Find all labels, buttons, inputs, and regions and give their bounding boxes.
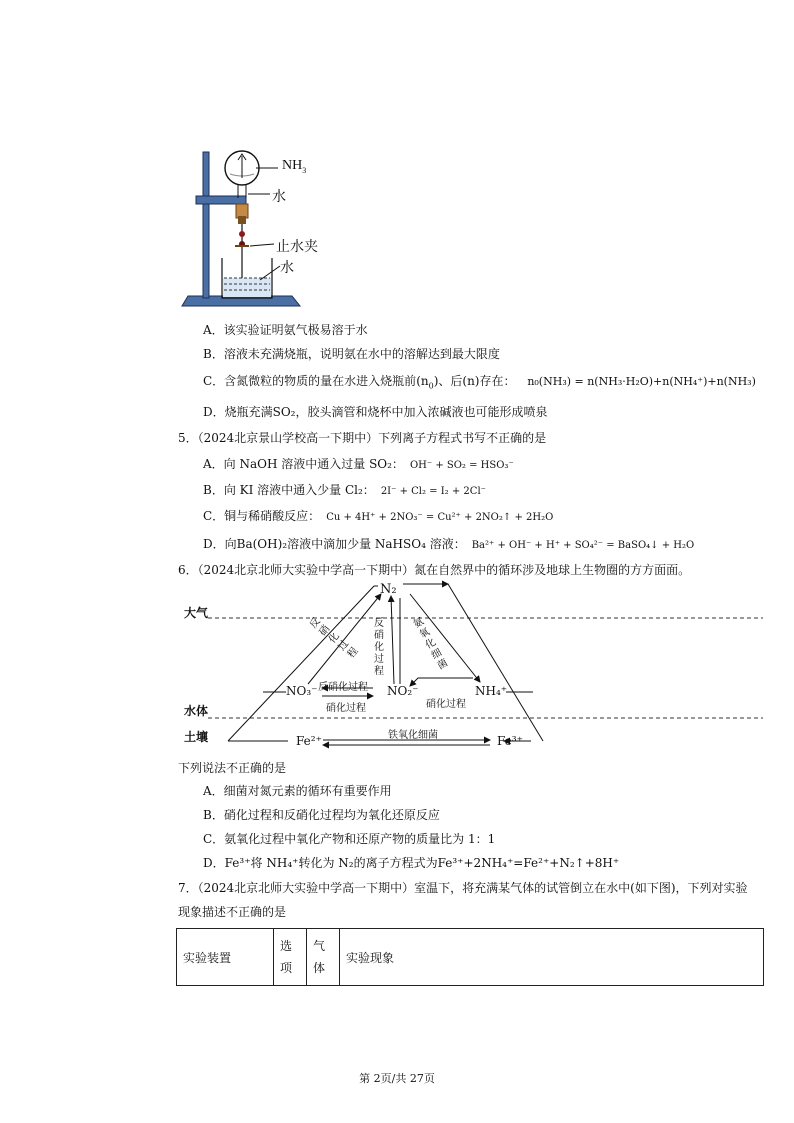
nitrification-label-left: 硝化过程	[326, 703, 366, 714]
page-footer: 第 2页/共 27页	[359, 1072, 435, 1085]
clip-label: 止水夹	[276, 239, 318, 255]
water-body-label: 水体	[184, 704, 209, 718]
table-header-phenomenon: 实验现象	[340, 929, 764, 986]
q7-table	[176, 928, 764, 986]
nitrogen-cycle-diagram	[178, 578, 768, 753]
q6-option-d: D．Fe³⁺将 NH₄⁺转化为 N₂的离子方程式为Fe³⁺+2NH₄⁺=Fe²⁺+N₂↑+8H⁺	[203, 856, 620, 870]
q7-stem-line1: 7．（2024北京北师大实验中学高一下期中）室温下，将充满某气体的试管倒立在水中(如下图)，下列对实验	[178, 881, 748, 895]
table-header-apparatus: 实验装置	[177, 929, 274, 986]
q4-option-d: D．烧瓶充满SO₂，胶头滴管和烧杯中加入浓碱液也可能形成喷泉	[203, 405, 548, 419]
denitrification-label-vertical: 反硝化过程	[374, 618, 384, 677]
denitrification-label-horizontal: 反硝化过程	[318, 682, 368, 693]
fountain-apparatus-figure	[180, 148, 330, 313]
q5-option-b: B．向 KI 溶液中通入少量 Cl₂： 2I⁻ + Cl₂ = I₂ + 2Cl⁻	[203, 483, 486, 497]
denitrification-label-diag: 反硝化过程	[308, 616, 361, 661]
ammonia-oxidizing-bacteria-label: 氨氧化细菌	[411, 616, 450, 673]
table-header-gas: 气体	[307, 929, 340, 986]
q5-option-c: C．铜与稀硝酸反应： Cu + 4H⁺ + 2NO₃⁻ = Cu²⁺ + 2NO₂↑ + 2H₂O	[203, 509, 554, 523]
table-header-option: 选项	[274, 929, 307, 986]
table-row	[177, 929, 764, 986]
n2-label: N₂	[380, 582, 397, 597]
atmosphere-label: 大气	[184, 606, 209, 620]
q6-stem: 6．（2024北京北师大实验中学高一下期中）氮在自然界中的循环涉及地球上生物圈的方方面面。	[178, 563, 691, 577]
q4-option-c: C．含氮微粒的物质的量在水进入烧瓶前$(n_0)$、后(n)存在： n₀(NH₃) = n(NH₃·H₂O)+n(NH₄⁺)+n(NH₃)	[203, 374, 756, 391]
q4-option-a: A．该实验证明氨气极易溶于水	[203, 323, 368, 337]
no2-label: NO₂⁻	[387, 684, 419, 698]
q6-option-a: A．细菌对氮元素的循环有重要作用	[203, 784, 392, 798]
q6-option-b: B．硝化过程和反硝化过程均为氧化还原反应	[203, 808, 440, 822]
q6-lead: 下列说法不正确的是	[178, 761, 287, 775]
q5-option-a: A．向 NaOH 溶液中通入过量 SO₂： OH⁻ + SO₂ = HSO₃⁻	[203, 457, 514, 471]
q4-option-c-formula: n₀(NH₃) = n(NH₃·H₂O)+n(NH₄⁺)+n(NH₃)	[527, 375, 756, 388]
nh3-label: $NH_3$	[282, 158, 307, 175]
fe3-label: Fe³⁺	[497, 734, 523, 748]
no3-label: NO₃⁻	[286, 684, 318, 698]
q5-stem: 5．（2024北京景山学校高一下期中）下列离子方程式书写不正确的是	[178, 431, 547, 445]
q5-option-d: D．向Ba(OH)₂溶液中滴加少量 NaHSO₄ 溶液： Ba²⁺ + OH⁻ + H⁺ + SO₄²⁻ = BaSO₄↓ + H₂O	[203, 537, 695, 551]
nh4-label: NH₄⁺	[475, 684, 508, 698]
fe2-label: Fe²⁺	[296, 734, 322, 748]
soil-label: 土壤	[184, 730, 209, 744]
q6-option-c: C．氨氧化过程中氧化产物和还原产物的质量比为 1：1	[203, 832, 496, 846]
q4-option-b: B．溶液未充满烧瓶，说明氨在水中的溶解达到最大限度	[203, 347, 500, 361]
iron-oxidizing-bacteria-label: 铁氧化细菌	[388, 730, 438, 741]
water-label-top: 水	[272, 189, 286, 205]
water-label-beaker: 水	[280, 260, 294, 276]
nitrification-label-right: 硝化过程	[426, 699, 466, 710]
q7-stem-line2: 现象描述不正确的是	[178, 905, 287, 919]
